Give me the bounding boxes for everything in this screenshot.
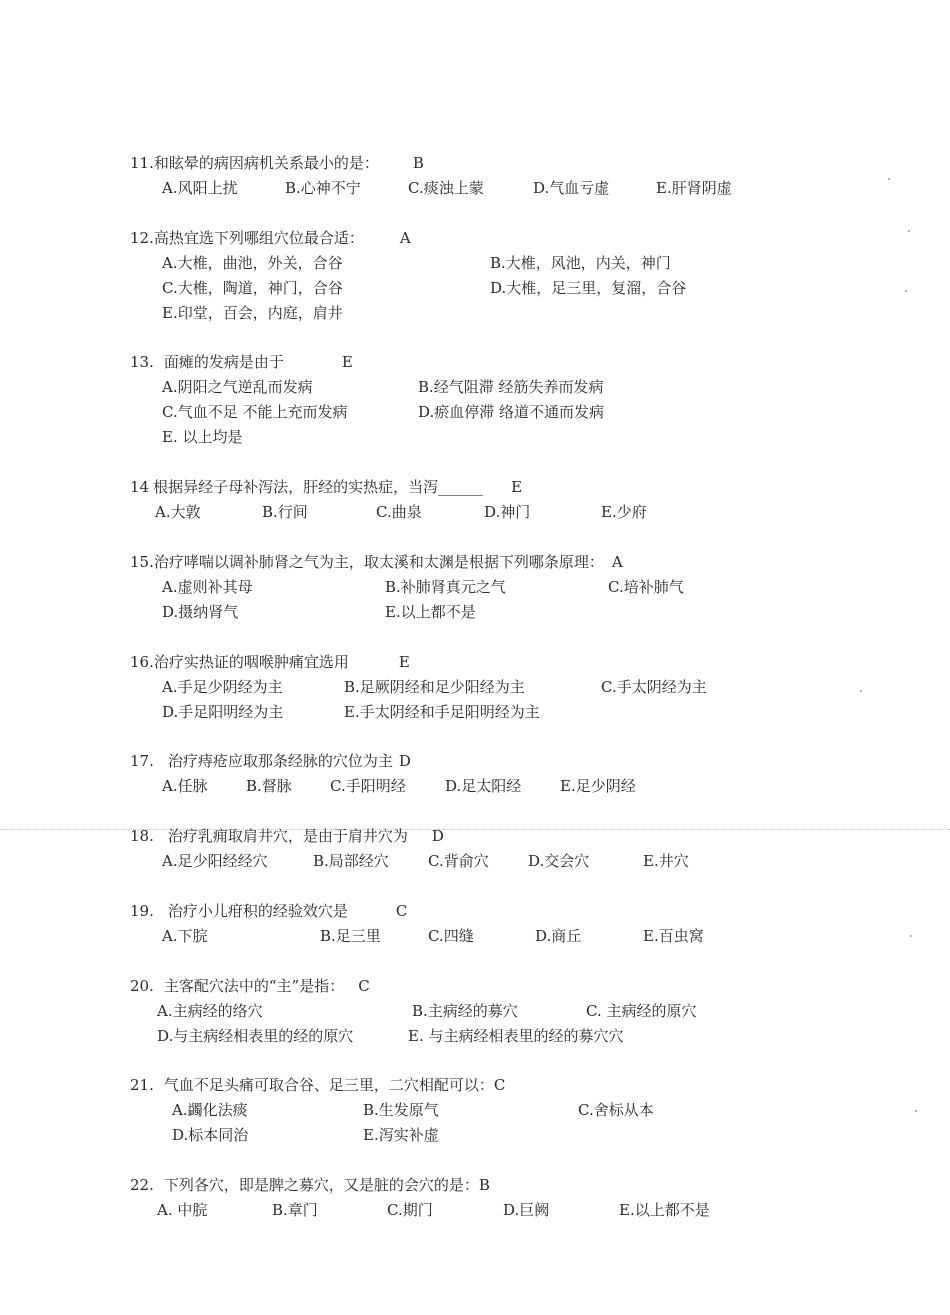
question-stem bbox=[130, 652, 410, 672]
question-number: 13. bbox=[130, 353, 154, 371]
option-a: A.任脉 bbox=[162, 777, 208, 795]
option-c: C.手阳明经 bbox=[330, 777, 406, 795]
option-a: A.下脘 bbox=[162, 927, 208, 945]
scan-speck bbox=[915, 1110, 917, 1112]
question-text: 主客配穴法中的“主”是指： bbox=[163, 977, 345, 995]
option-e: E.少府 bbox=[601, 503, 647, 521]
option-c: C.培补肺气 bbox=[608, 578, 684, 596]
option-c: C.舍标从本 bbox=[578, 1101, 654, 1119]
option-b: B.行间 bbox=[262, 503, 308, 521]
question-number: 20. bbox=[130, 977, 154, 995]
question-stem bbox=[130, 1175, 490, 1195]
question-answer: B bbox=[478, 1176, 490, 1194]
option-b: B.补肺肾真元之气 bbox=[385, 578, 506, 596]
question-stem bbox=[130, 901, 407, 921]
scan-speck bbox=[905, 290, 907, 292]
option-d: D.神门 bbox=[484, 503, 531, 521]
question-number: 18. bbox=[130, 827, 154, 845]
question-text: 治疗实热证的咽喉肿痛宜选用 bbox=[153, 653, 349, 671]
question-answer: C bbox=[358, 977, 370, 995]
option-d: D.商丘 bbox=[535, 927, 582, 945]
scan-speck bbox=[888, 178, 890, 180]
question-answer: E bbox=[341, 353, 353, 371]
option-b: B.局部经穴 bbox=[313, 852, 389, 870]
option-c: C.四缝 bbox=[428, 927, 474, 945]
option-d: D.与主病经相表里的经的原穴 bbox=[157, 1027, 354, 1045]
question-number: 12. bbox=[130, 229, 154, 247]
question-answer: A bbox=[611, 553, 623, 571]
option-e: E.肝肾阴虚 bbox=[656, 179, 732, 197]
option-a: A.足少阳经经穴 bbox=[162, 852, 268, 870]
question-number: 14 bbox=[130, 478, 150, 496]
option-b: B.主病经的募穴 bbox=[412, 1002, 518, 1020]
question-text: 面瘫的发病是由于 bbox=[163, 353, 284, 371]
option-b: B.心神不宁 bbox=[285, 179, 361, 197]
question-stem bbox=[130, 976, 370, 996]
option-e: E. 以上均是 bbox=[162, 428, 243, 446]
option-b: B.足三里 bbox=[320, 927, 381, 945]
option-d: D.摄纳肾气 bbox=[162, 603, 239, 621]
option-c: C.手太阴经为主 bbox=[601, 678, 707, 696]
question-text: 下列各穴，即是脾之募穴，又是脏的会穴的是： bbox=[163, 1176, 479, 1194]
option-e: E.泻实补虚 bbox=[363, 1126, 439, 1144]
option-e: E.井穴 bbox=[643, 852, 689, 870]
question-stem bbox=[130, 477, 522, 497]
question-text: 根据异经子母补泻法，肝经的实热症，当泻______ bbox=[153, 478, 484, 496]
option-a: A.阴阳之气逆乱而发病 bbox=[162, 378, 313, 396]
question-text: 和眩晕的病因病机关系最小的是： bbox=[153, 154, 379, 172]
question-answer: D bbox=[398, 752, 411, 770]
scan-speck bbox=[910, 935, 912, 937]
option-e: E.印堂，百会，内庭，肩井 bbox=[162, 304, 343, 322]
option-c: C. 主病经的原穴 bbox=[586, 1002, 697, 1020]
option-c: C.背俞穴 bbox=[428, 852, 489, 870]
option-e: E. 与主病经相表里的经的募穴穴 bbox=[408, 1027, 624, 1045]
question-stem bbox=[130, 826, 444, 846]
scan-speck bbox=[860, 690, 862, 692]
option-c: C.痰浊上蒙 bbox=[408, 179, 484, 197]
question-answer: D bbox=[431, 827, 444, 845]
question-answer: E bbox=[398, 653, 410, 671]
scan-speck bbox=[908, 230, 910, 232]
option-a: A.大敦 bbox=[155, 503, 201, 521]
option-b: B.生发原气 bbox=[363, 1101, 439, 1119]
option-d: D.气血亏虚 bbox=[533, 179, 610, 197]
option-b: B.足厥阴经和足少阳经为主 bbox=[344, 678, 525, 696]
question-number: 11. bbox=[130, 154, 154, 172]
question-number: 16. bbox=[130, 653, 154, 671]
option-d: D.标本同治 bbox=[172, 1126, 249, 1144]
option-c: C.气血不足 不能上充而发病 bbox=[162, 403, 348, 421]
option-a: A.主病经的络穴 bbox=[157, 1002, 263, 1020]
question-stem bbox=[130, 751, 411, 771]
option-b: B.大椎，风池，内关，神门 bbox=[490, 254, 671, 272]
option-b: B.章门 bbox=[272, 1201, 318, 1219]
question-answer: A bbox=[399, 229, 411, 247]
option-a: A.蠲化法痰 bbox=[172, 1101, 248, 1119]
option-e: E.手太阴经和手足阳明经为主 bbox=[344, 703, 540, 721]
option-d: D.手足阳明经为主 bbox=[162, 703, 284, 721]
question-answer: B bbox=[412, 154, 424, 172]
question-text: 治疗哮喘以调补肺肾之气为主，取太溪和太渊是根据下列哪条原理： bbox=[153, 553, 604, 571]
option-e: E.以上都不是 bbox=[619, 1201, 710, 1219]
question-stem bbox=[130, 552, 623, 572]
question-number: 19. bbox=[130, 902, 154, 920]
option-d: D.大椎，足三里，复溜，合谷 bbox=[490, 279, 687, 297]
question-stem bbox=[130, 1075, 505, 1095]
question-stem bbox=[130, 352, 353, 372]
option-b: B.督脉 bbox=[246, 777, 292, 795]
option-c: C.大椎，陶道，神门，合谷 bbox=[162, 279, 343, 297]
question-stem bbox=[130, 228, 411, 248]
option-a: A. 中脘 bbox=[157, 1201, 208, 1219]
option-d: D.交会穴 bbox=[528, 852, 590, 870]
question-number: 22. bbox=[130, 1176, 154, 1194]
option-a: A.风阳上扰 bbox=[162, 179, 238, 197]
option-b: B.经气阻滞 经筋失养而发病 bbox=[418, 378, 604, 396]
option-d: D.巨阙 bbox=[503, 1201, 550, 1219]
question-text: 治疗痔疮应取那条经脉的穴位为主 bbox=[167, 752, 393, 770]
option-a: A.手足少阴经为主 bbox=[162, 678, 283, 696]
question-number: 15. bbox=[130, 553, 154, 571]
question-number: 21. bbox=[130, 1076, 154, 1094]
question-stem bbox=[130, 153, 424, 173]
option-d: D.瘀血停滞 络道不通而发病 bbox=[418, 403, 605, 421]
option-d: D.足太阳经 bbox=[445, 777, 522, 795]
option-e: E.以上都不是 bbox=[385, 603, 476, 621]
option-a: A.大椎，曲池，外关，合谷 bbox=[162, 254, 343, 272]
question-text: 高热宜选下列哪组穴位最合适： bbox=[153, 229, 364, 247]
question-text: 治疗小儿疳积的经验效穴是 bbox=[167, 902, 348, 920]
question-text: 治疗乳痈取肩井穴，是由于肩井穴为 bbox=[167, 827, 408, 845]
question-answer: E bbox=[511, 478, 523, 496]
option-c: C.期门 bbox=[387, 1201, 433, 1219]
option-c: C.曲泉 bbox=[376, 503, 422, 521]
question-answer: C bbox=[395, 902, 408, 920]
option-a: A.虚则补其母 bbox=[162, 578, 253, 596]
option-e: E.足少阴经 bbox=[560, 777, 636, 795]
question-answer: C bbox=[493, 1076, 506, 1094]
option-e: E.百虫窝 bbox=[643, 927, 704, 945]
question-number: 17. bbox=[130, 752, 154, 770]
question-text: 气血不足头痛可取合谷、足三里，二穴相配可以： bbox=[163, 1076, 494, 1094]
